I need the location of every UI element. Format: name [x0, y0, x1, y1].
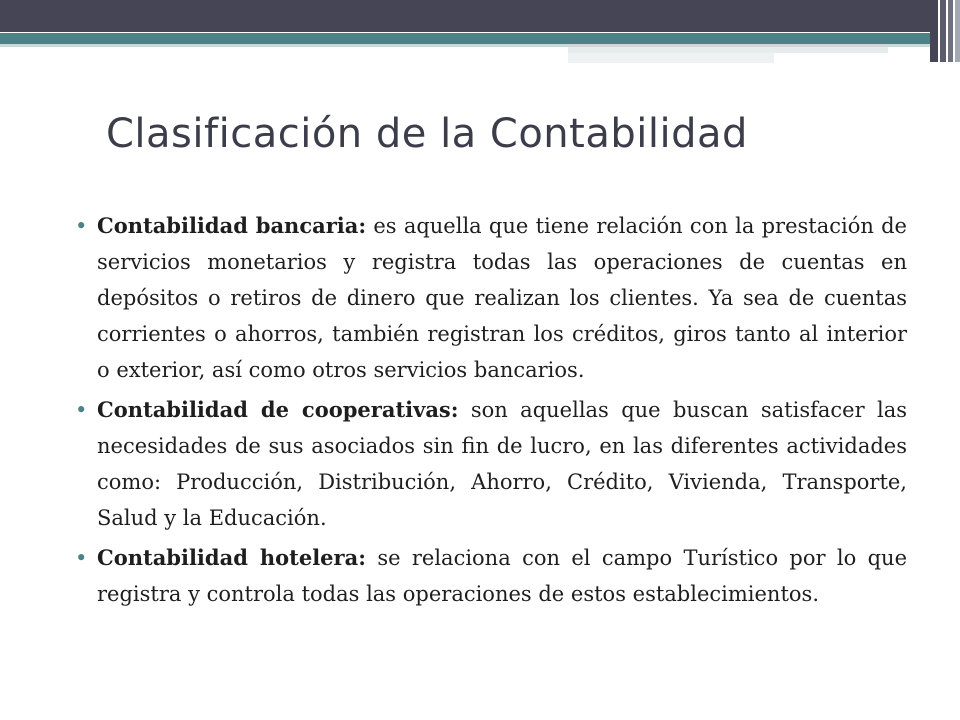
corner-stripe	[930, 0, 938, 62]
item-term: Contabilidad bancaria:	[97, 213, 367, 238]
corner-stripe	[948, 0, 953, 62]
item-term: Contabilidad de cooperativas:	[97, 397, 459, 422]
header-band-accent-small	[568, 53, 774, 63]
bullet-icon: •	[75, 398, 88, 422]
item-text: se relaciona con el campo Turístico por lo que registra y controla todas las operaciones de estos establecimientos.	[97, 546, 907, 606]
item-text: son aquellas que buscan satisfacer las necesidades de sus asociados sin fin de lucro, en las diferentes actividades como: Producción, Distribución, Ahorro, Crédito, Vivienda, Transporte, Salud y la Educación.	[97, 398, 907, 530]
bullet-item-bancaria	[75, 208, 907, 388]
header-band-dark	[0, 0, 930, 32]
slide-title: Clasificación de la Contabilidad	[106, 111, 748, 157]
bullet-icon: •	[75, 214, 88, 238]
bullet-item-hotelera	[75, 540, 907, 612]
item-term: Contabilidad hotelera:	[97, 545, 366, 570]
corner-stripe	[940, 0, 946, 62]
bullet-item-cooperativas	[75, 392, 907, 536]
bullet-list	[75, 208, 907, 616]
item-text: es aquella que tiene relación con la prestación de servicios monetarios y registra todas las operaciones de cuentas en depósitos o retiros de dinero que realizan los clientes. Ya sea de cuentas corrientes o ahorros, también registran los créditos, giros tanto al interior o exterior, así como otros servicios bancarios.	[97, 214, 907, 382]
header-band-teal	[0, 33, 930, 44]
bullet-icon: •	[75, 546, 88, 570]
corner-stripe	[955, 0, 960, 62]
